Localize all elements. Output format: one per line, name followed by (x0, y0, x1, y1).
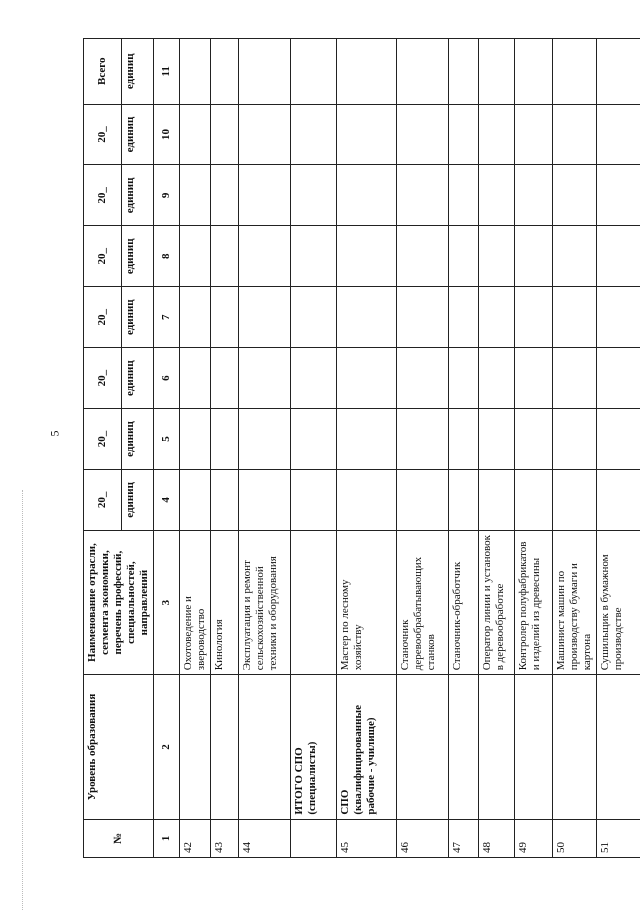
value-cell (514, 469, 552, 530)
value-cell (552, 409, 596, 470)
row-number: 48 (478, 819, 514, 857)
value-cell (552, 287, 596, 348)
header-unit: единиц (122, 39, 154, 105)
table-row (514, 39, 552, 858)
value-cell (448, 104, 478, 165)
row-level (238, 675, 290, 819)
value-cell (336, 226, 396, 287)
header-year: 20_ (84, 287, 122, 348)
scan-artifact (22, 490, 25, 910)
column-number: 9 (153, 165, 179, 226)
value-cell (210, 39, 238, 105)
table-row (290, 39, 336, 858)
header-year: 20_ (84, 104, 122, 165)
row-number: 45 (336, 819, 396, 857)
row-level (596, 675, 640, 819)
row-name: Эксплуатация и ремонт сельскохозяйственной техники и оборудования (238, 530, 290, 674)
value-cell (290, 39, 336, 105)
value-cell (336, 348, 396, 409)
column-number: 10 (153, 104, 179, 165)
value-cell (396, 409, 448, 470)
value-cell (210, 348, 238, 409)
row-level (552, 675, 596, 819)
value-cell (179, 39, 210, 105)
row-name: Охотоведение и звероводство (179, 530, 210, 674)
value-cell (179, 104, 210, 165)
value-cell (290, 226, 336, 287)
value-cell (396, 104, 448, 165)
value-cell (596, 469, 640, 530)
column-number: 3 (153, 530, 179, 674)
value-cell (396, 287, 448, 348)
value-cell (179, 348, 210, 409)
row-number: 42 (179, 819, 210, 857)
value-cell (478, 165, 514, 226)
value-cell (448, 226, 478, 287)
value-cell (596, 165, 640, 226)
value-cell (596, 287, 640, 348)
value-cell (290, 409, 336, 470)
value-cell (179, 226, 210, 287)
header-unit: единиц (122, 409, 154, 470)
value-cell (596, 348, 640, 409)
value-cell (448, 469, 478, 530)
row-name: Оператор линии и установок в деревообработке (478, 530, 514, 674)
value-cell (290, 104, 336, 165)
value-cell (552, 104, 596, 165)
row-level (210, 675, 238, 819)
value-cell (396, 39, 448, 105)
value-cell (514, 104, 552, 165)
header-name: Наименование отрасли, сегмента экономики, перечень профессий, специальностей, направлений (84, 530, 154, 674)
value-cell (396, 165, 448, 226)
row-number: 49 (514, 819, 552, 857)
value-cell (210, 226, 238, 287)
value-cell (290, 165, 336, 226)
value-cell (336, 39, 396, 105)
value-cell (596, 39, 640, 105)
value-cell (514, 348, 552, 409)
table-row (179, 39, 210, 858)
value-cell (179, 469, 210, 530)
row-name: Станочник деревообрабатывающих станков (396, 530, 448, 674)
table-row (210, 39, 238, 858)
row-level (448, 675, 478, 819)
row-level: СПО (квалифицированные рабочие - училище) (336, 675, 396, 819)
header-total: Всего (84, 39, 122, 105)
value-cell (210, 165, 238, 226)
value-cell (448, 348, 478, 409)
value-cell (179, 409, 210, 470)
row-level: ИТОГО СПО (специалисты) (290, 675, 336, 819)
row-number: 51 (596, 819, 640, 857)
table-row (336, 39, 396, 858)
header-year: 20_ (84, 226, 122, 287)
value-cell (396, 348, 448, 409)
value-cell (448, 165, 478, 226)
value-cell (552, 469, 596, 530)
table-row (478, 39, 514, 858)
header-unit: единиц (122, 348, 154, 409)
header-unit: единиц (122, 469, 154, 530)
value-cell (514, 226, 552, 287)
table-row (238, 39, 290, 858)
value-cell (290, 469, 336, 530)
value-cell (238, 287, 290, 348)
header-year: 20_ (84, 409, 122, 470)
value-cell (238, 348, 290, 409)
value-cell (336, 469, 396, 530)
column-number: 1 (153, 819, 179, 857)
value-cell (478, 469, 514, 530)
table-row (448, 39, 478, 858)
column-number: 2 (153, 675, 179, 819)
value-cell (596, 409, 640, 470)
row-name: Станочник-обработчик (448, 530, 478, 674)
value-cell (238, 104, 290, 165)
value-cell (514, 165, 552, 226)
value-cell (336, 165, 396, 226)
value-cell (179, 287, 210, 348)
value-cell (210, 469, 238, 530)
row-number: 47 (448, 819, 478, 857)
column-number: 8 (153, 226, 179, 287)
row-number: 50 (552, 819, 596, 857)
row-level (514, 675, 552, 819)
page-number: 5 (47, 430, 62, 437)
row-number: 44 (238, 819, 290, 857)
value-cell (478, 39, 514, 105)
value-cell (478, 348, 514, 409)
value-cell (238, 469, 290, 530)
value-cell (179, 165, 210, 226)
value-cell (514, 287, 552, 348)
value-cell (336, 409, 396, 470)
value-cell (552, 165, 596, 226)
value-cell (478, 104, 514, 165)
value-cell (552, 226, 596, 287)
header-num: № (84, 819, 154, 857)
row-level (179, 675, 210, 819)
row-number: 46 (396, 819, 448, 857)
header-unit: единиц (122, 104, 154, 165)
value-cell (478, 226, 514, 287)
value-cell (290, 348, 336, 409)
value-cell (290, 287, 336, 348)
row-name: Мастер по лесному хозяйству (336, 530, 396, 674)
table-row (396, 39, 448, 858)
column-number: 4 (153, 469, 179, 530)
row-level (478, 675, 514, 819)
value-cell (238, 39, 290, 105)
value-cell (596, 104, 640, 165)
header-year: 20_ (84, 469, 122, 530)
value-cell (396, 226, 448, 287)
value-cell (336, 104, 396, 165)
row-number (290, 819, 336, 857)
data-table (83, 38, 640, 858)
value-cell (552, 39, 596, 105)
table-row (552, 39, 596, 858)
value-cell (448, 409, 478, 470)
value-cell (448, 287, 478, 348)
value-cell (448, 39, 478, 105)
value-cell (514, 39, 552, 105)
row-name: Машинист машин по производству бумаги и картона (552, 530, 596, 674)
column-number: 6 (153, 348, 179, 409)
value-cell (478, 287, 514, 348)
column-number: 7 (153, 287, 179, 348)
header-year: 20_ (84, 348, 122, 409)
header-unit: единиц (122, 287, 154, 348)
value-cell (210, 287, 238, 348)
header-unit: единиц (122, 226, 154, 287)
column-number: 11 (153, 39, 179, 105)
value-cell (238, 226, 290, 287)
value-cell (210, 104, 238, 165)
header-level: Уровень образования (84, 675, 154, 819)
row-name: Контролер полуфабрикатов и изделий из древесины (514, 530, 552, 674)
value-cell (552, 348, 596, 409)
value-cell (396, 469, 448, 530)
value-cell (336, 287, 396, 348)
value-cell (478, 409, 514, 470)
value-cell (238, 165, 290, 226)
value-cell (514, 409, 552, 470)
row-level (396, 675, 448, 819)
rotated-table-container (83, 38, 623, 858)
row-number: 43 (210, 819, 238, 857)
value-cell (596, 226, 640, 287)
header-year: 20_ (84, 165, 122, 226)
row-name: Кинология (210, 530, 238, 674)
value-cell (210, 409, 238, 470)
header-unit: единиц (122, 165, 154, 226)
row-name: Сушильщик в бумажном производстве (596, 530, 640, 674)
column-number: 5 (153, 409, 179, 470)
table-row (596, 39, 640, 858)
row-name (290, 530, 336, 674)
value-cell (238, 409, 290, 470)
